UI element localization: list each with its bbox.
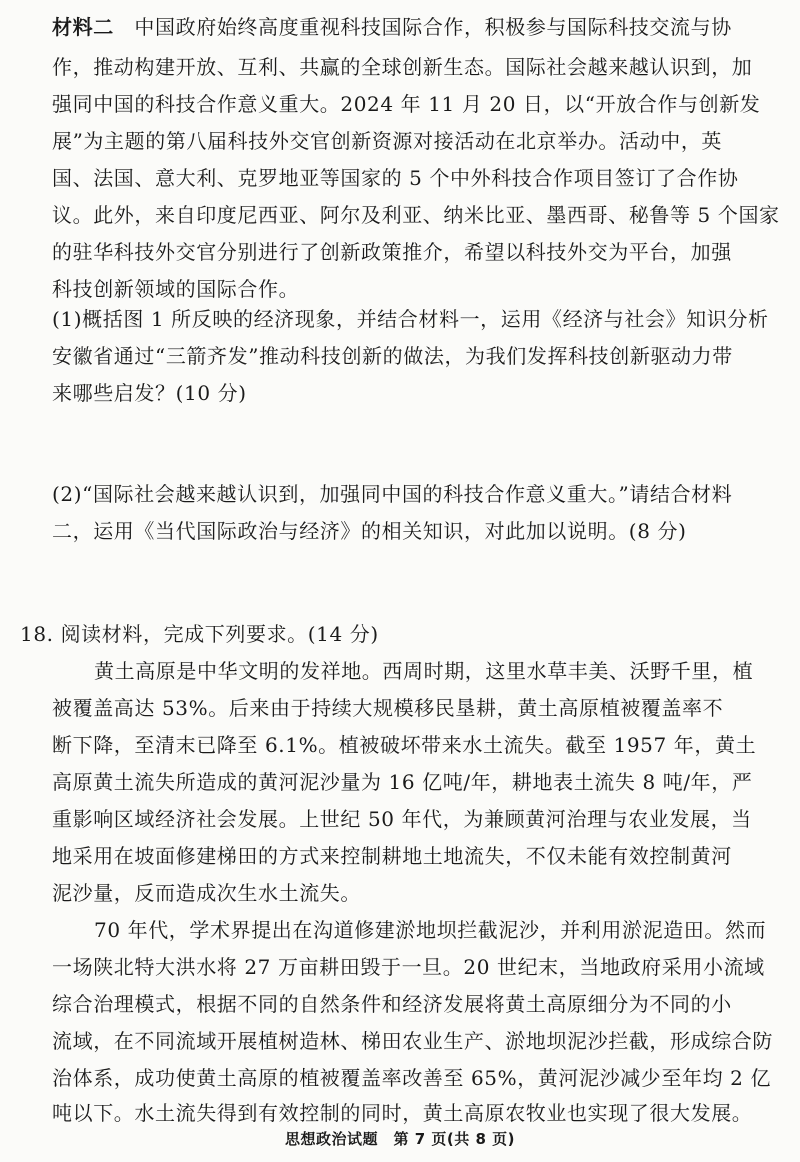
material-line: 作，推动构建开放、互利、共赢的全球创新生态。国际社会越来越认识到，加 bbox=[52, 55, 753, 79]
material-line: 议。此外，来自印度尼西亚、阿尔及利亚、纳米比亚、墨西哥、秘鲁等 5 个国家 bbox=[52, 203, 780, 227]
material-line: 材料二 中国政府始终高度重视科技国际合作，积极参与国际科技交流与协 bbox=[52, 15, 732, 39]
paragraph-line: 断下降，至清末已降至 6.1%。植被破坏带来水土流失。截至 1957 年，黄土 bbox=[52, 733, 757, 757]
material-label: 材料二 bbox=[52, 15, 114, 39]
paragraph-line: 治体系，成功使黄土高原的植被覆盖率改善至 65%，黄河泥沙减少至年均 2 亿 bbox=[52, 1066, 772, 1090]
paragraph-line: 重影响区域经济社会发展。上世纪 50 年代，为兼顾黄河治理与农业发展，当 bbox=[52, 807, 752, 831]
page-footer: 思想政治试题 第 7 页(共 8 页) bbox=[285, 1130, 515, 1148]
question-line: 二，运用《当代国际政治与经济》的相关知识，对此加以说明。(8 分) bbox=[52, 519, 687, 543]
material-line: 的驻华科技外交官分别进行了创新政策推介，希望以科技外交为平台，加强 bbox=[52, 240, 732, 264]
material-line: 强同中国的科技合作意义重大。2024 年 11 月 20 日，以“开放合作与创新发 bbox=[52, 92, 761, 116]
material-line: 国、法国、意大利、克罗地亚等国家的 5 个中外科技合作项目签订了合作协 bbox=[52, 166, 739, 190]
paragraph-line: 被覆盖高达 53%。后来由于持续大规模移民垦耕，黄土高原植被覆盖率不 bbox=[52, 696, 724, 720]
question-title: 18. 阅读材料，完成下列要求。(14 分) bbox=[20, 622, 379, 646]
paragraph-line: 流域，在不同流域开展植树造林、梯田农业生产、淤地坝泥沙拦截，形成综合防 bbox=[52, 1029, 773, 1053]
paragraph-line: 70 年代，学术界提出在沟道修建淤地坝拦截泥沙，并利用淤泥造田。然而 bbox=[94, 918, 767, 942]
question-line: 来哪些启发？(10 分) bbox=[52, 381, 247, 405]
paragraph-line: 一场陕北特大洪水将 27 万亩耕田毁于一旦。20 世纪末，当地政府采用小流域 bbox=[52, 955, 765, 979]
question-line: 安徽省通过“三箭齐发”推动科技创新的做法，为我们发挥科技创新驱动力带 bbox=[52, 344, 733, 368]
material-line: 科技创新领域的国际合作。 bbox=[52, 277, 300, 301]
paragraph-line: 泥沙量，反而造成次生水土流失。 bbox=[52, 881, 361, 905]
question-line: (1)概括图 1 所反映的经济现象，并结合材料一，运用《经济与社会》知识分析 bbox=[52, 307, 769, 331]
material-line: 展”为主题的第八届科技外交官创新资源对接活动在北京举办。活动中，英 bbox=[52, 129, 723, 153]
paragraph-line: 黄土高原是中华文明的发祥地。西周时期，这里水草丰美、沃野千里，植 bbox=[94, 659, 754, 683]
paragraph-line: 地采用在坡面修建梯田的方式来控制耕地土地流失，不仅未能有效控制黄河 bbox=[52, 844, 732, 868]
paragraph-line: 综合治理模式，根据不同的自然条件和经济发展将黄土高原细分为不同的小 bbox=[52, 992, 732, 1016]
paragraph-line: 吨以下。水土流失得到有效控制的同时，黄土高原农牧业也实现了很大发展。 bbox=[52, 1101, 753, 1125]
paragraph-line: 高原黄土流失所造成的黄河泥沙量为 16 亿吨/年，耕地表土流失 8 吨/年，严 bbox=[52, 770, 753, 794]
question-line: (2)“国际社会越来越认识到，加强同中国的科技合作意义重大。”请结合材料 bbox=[52, 482, 733, 506]
